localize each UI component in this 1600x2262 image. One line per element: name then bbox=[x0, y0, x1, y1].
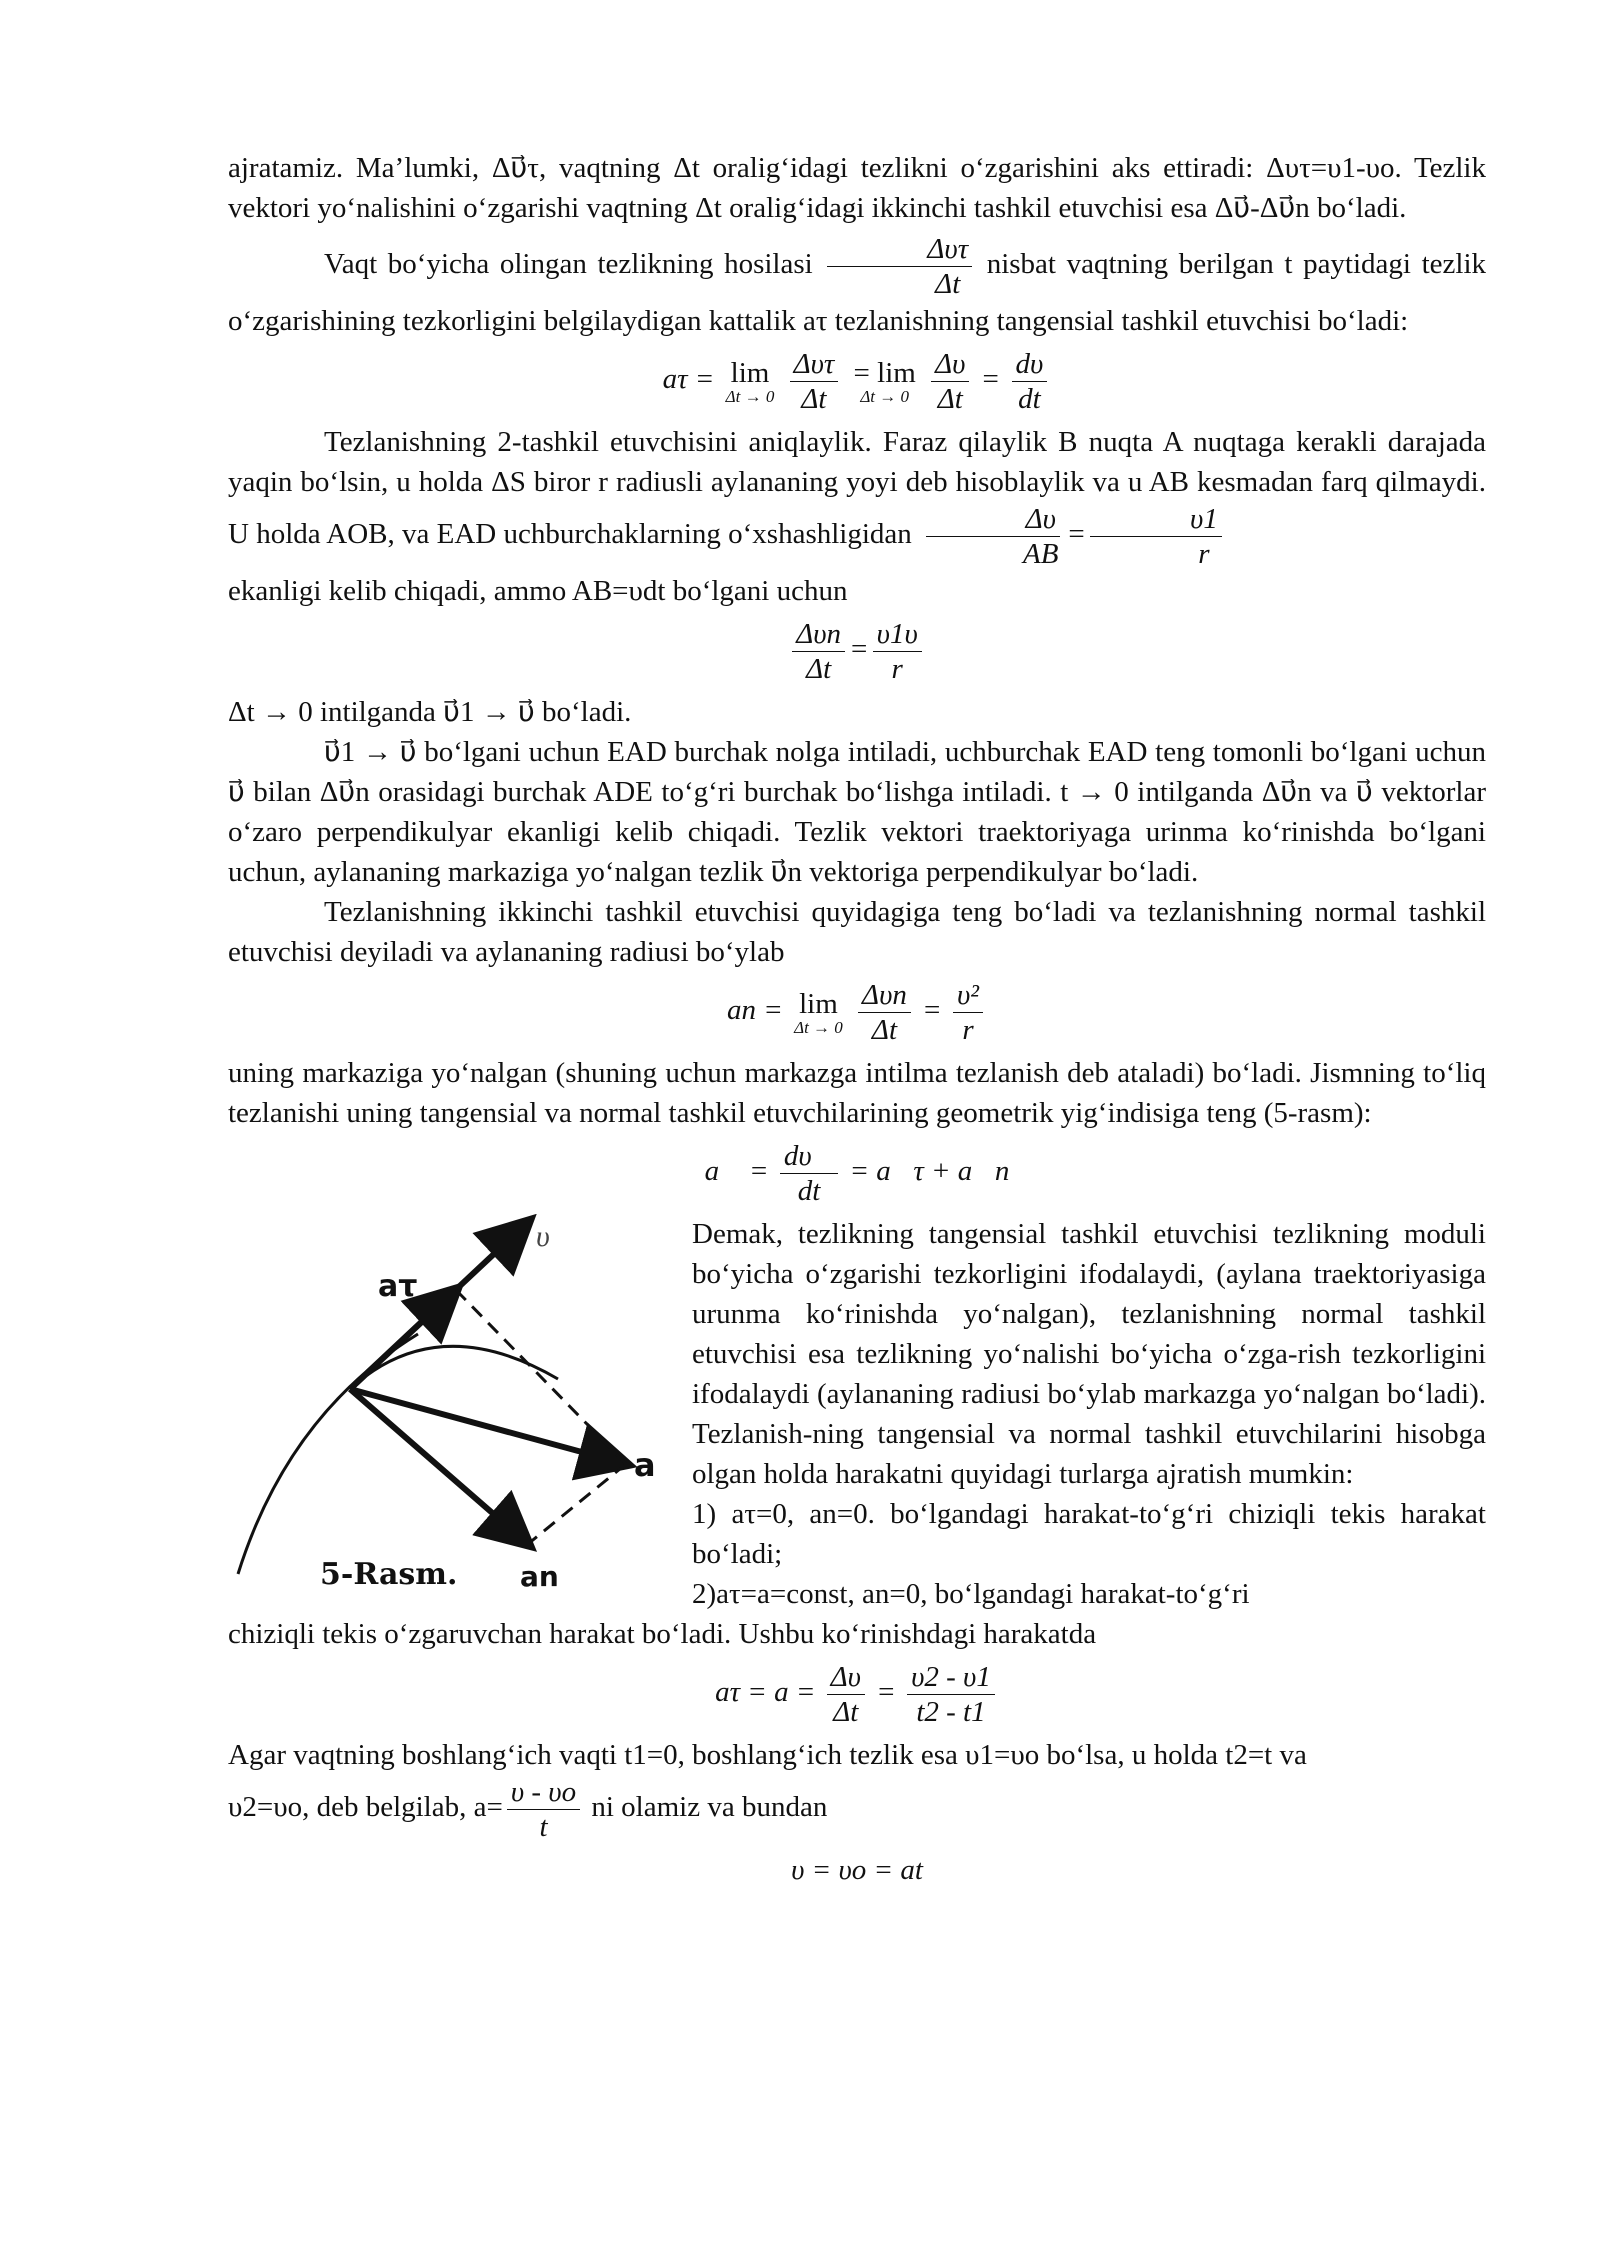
limit bbox=[854, 358, 916, 406]
fraction-numerator: υ2 - υ1 bbox=[907, 1660, 995, 1695]
equation-final: υ = υo = at bbox=[791, 1854, 923, 1886]
eq-rhs: = a⃗τ + a⃗n bbox=[849, 1155, 1010, 1188]
equation-a-n bbox=[228, 978, 1486, 1047]
equals-sign: = bbox=[980, 363, 1001, 396]
fraction-denominator: AB bbox=[1023, 538, 1059, 570]
fraction-denominator: Δt bbox=[937, 383, 963, 415]
document-page bbox=[228, 148, 1486, 1896]
figure-side-text bbox=[692, 1214, 1486, 1614]
paragraph-2 bbox=[228, 232, 1486, 341]
equals-sign: = bbox=[876, 1676, 896, 1709]
eq-lhs: aτ = bbox=[662, 363, 715, 396]
fraction-denominator: dt bbox=[1018, 383, 1041, 415]
paragraph-6: Tezlanishning ikkinchi tashkil etuvchisi quyidagiga teng bo‘ladi va tezlanishning normal tashkil etuvchisi deyiladi va aylananing radiusi bo‘ylab bbox=[228, 896, 1486, 968]
fraction bbox=[1090, 502, 1222, 571]
paragraph-3-start: Tezlanishning 2-tashkil etuvchisini aniqlaylik. Faraz qilaylik B nuqta A nuqtaga kerakli darajada yaqin bo‘lsin, u holda ΔS biror r radiusli aylananing yoyi deb hisoblaylik va u AB kesmadan farq qilmaydi. U holda AOB, va EAD uchburchaklarning o‘xshashligidan bbox=[228, 426, 1486, 551]
equation-ratio bbox=[919, 503, 1226, 570]
paragraph-3-continued: ekanligi kelib chiqadi, ammo AB=υdt bo‘lgani uchun bbox=[228, 575, 848, 607]
paragraph-1: ajratamiz. Ma’lumki, Δυ⃗τ, vaqtning Δt oralig‘idagi tezlikni o‘zgarishini aks ettiradi: Δυτ=υ1-υo. Tezlik vektori yo‘nalishini o‘zgarishi vaqtning Δt oralig‘idagi ikkinchi tashkil etuvchisi esa Δυ⃗-Δυ⃗n bo‘ladi. bbox=[228, 152, 1486, 224]
fraction-denominator: Δt bbox=[801, 383, 827, 415]
equals-sign: = bbox=[849, 633, 869, 666]
fraction bbox=[907, 1660, 995, 1729]
equals-sign: = bbox=[1066, 518, 1087, 551]
equation-dvn bbox=[228, 617, 1486, 686]
fraction bbox=[792, 617, 845, 686]
limit-sub: Δt → 0 bbox=[725, 386, 775, 406]
fraction-numerator: Δυ bbox=[827, 1660, 865, 1695]
equation-a-tau-const bbox=[228, 1660, 1486, 1729]
fraction bbox=[953, 978, 983, 1047]
fraction bbox=[923, 502, 1062, 571]
figure-row bbox=[228, 1214, 1486, 1614]
dashed-line bbox=[528, 1464, 626, 1544]
fraction bbox=[790, 347, 839, 416]
a-n-label: an bbox=[520, 1560, 559, 1593]
acceleration-diagram bbox=[228, 1214, 692, 1598]
limit-word: lim bbox=[799, 987, 838, 1020]
fraction-numerator: dυ bbox=[1012, 347, 1048, 382]
fraction-numerator: Δυ bbox=[926, 502, 1060, 537]
fraction-denominator: Δt bbox=[871, 1014, 897, 1046]
fraction bbox=[827, 1660, 865, 1729]
fraction-denominator: r bbox=[891, 653, 903, 685]
fraction-denominator: t bbox=[539, 1811, 548, 1843]
fraction-denominator: dt bbox=[797, 1175, 821, 1207]
limit-word: lim bbox=[730, 356, 770, 389]
a-label: a bbox=[634, 1446, 656, 1484]
limit-sub: Δt → 0 bbox=[794, 1017, 843, 1037]
fraction-numerator: υ² bbox=[953, 978, 983, 1013]
fraction-numerator: Δυn bbox=[792, 617, 845, 652]
eq-lhs: a⃗ = bbox=[704, 1155, 769, 1188]
paragraph-2-start: Vaqt bo‘yicha olingan tezlikning hosilasi bbox=[324, 248, 813, 281]
paragraph-9: 1) aτ=0, an=0. bo‘lgandagi harakat-to‘g‘ri chiziqli tekis harakat bo‘ladi; bbox=[692, 1498, 1486, 1570]
limit-word: = lim bbox=[853, 356, 916, 389]
fraction-a-def bbox=[507, 1775, 580, 1844]
paragraph-2-end: nisbat vaqtning berilgan t paytidagi tezlik o‘zgarishining tezkorligini belgilaydigan kattalik aτ tezlanishning tangensial tashkil etuvchisi bo‘ladi: bbox=[228, 248, 1487, 337]
velocity-label: υ⃗ bbox=[536, 1220, 574, 1253]
paragraph-11-mid: υ2=υo, deb belgilab, a= bbox=[228, 1791, 503, 1824]
paragraph-10-start: 2)aτ=a=const, an=0, bo‘lgandagi harakat-to‘g‘ri bbox=[692, 1578, 1250, 1610]
figure-caption: 5-Rasm. bbox=[320, 1557, 458, 1592]
fraction bbox=[780, 1139, 838, 1208]
eq-lhs: an = bbox=[727, 994, 783, 1027]
fraction-dv-tau-dt bbox=[827, 232, 972, 301]
paragraph-10-end: chiziqli tekis o‘zgaruvchan harakat bo‘ladi. Ushbu ko‘rinishdagi harakatda bbox=[228, 1618, 1097, 1650]
fraction-numerator: dυ⃗ bbox=[780, 1139, 838, 1174]
fraction-numerator: Δυ bbox=[931, 347, 969, 382]
fraction-numerator: υ1 bbox=[1090, 502, 1222, 537]
equation-a-vector bbox=[228, 1139, 1486, 1208]
fraction-numerator: Δυτ bbox=[790, 347, 839, 382]
paragraph-7: uning markaziga yo‘nalgan (shuning uchun markazga intilma tezlanish deb ataladi) bo‘ladi. Jismning to‘liq tezlanishi uning tangensial va normal tashkil etuvchilarining geometrik yig‘indisiga teng (5-rasm): bbox=[228, 1057, 1486, 1129]
fraction-numerator: Δυτ bbox=[827, 232, 972, 267]
fraction-numerator: υ - υo bbox=[507, 1775, 580, 1810]
paragraph-11: Agar vaqtning boshlang‘ich vaqti t1=0, boshlang‘ich tezlik esa υ1=υo bo‘lsa, u holda t2=t va bbox=[228, 1739, 1307, 1771]
paragraph-4: Δt → 0 intilganda υ⃗1 → υ⃗ bo‘ladi. bbox=[228, 696, 632, 728]
paragraph-8: Demak, tezlikning tangensial tashkil etuvchisi tezlikning moduli bo‘yicha o‘zgarishi tezkorligini ifodalaydi, (aylana traektoriyasiga urunma ko‘rinishda yo‘nalgan), tezlanishning normal tashkil etuvchisi esa tezlikning yo‘nalishi bo‘yicha o‘zga-rish tezkorligini ifodalaydi (aylananing radiusi bo‘ylab markazga yo‘nalgan bo‘ladi). Tezlanish-ning tangensial va normal tashkil etuvchilarini hisobga olgan holda harakatni quyidagi turlarga ajratish mumkin: bbox=[692, 1218, 1486, 1490]
fraction bbox=[873, 617, 922, 686]
limit bbox=[794, 989, 843, 1037]
equals-sign: = bbox=[922, 994, 942, 1027]
fraction bbox=[858, 978, 911, 1047]
paragraph-11-continued bbox=[228, 1775, 1486, 1844]
fraction-denominator: Δt bbox=[935, 268, 961, 300]
figure-5 bbox=[228, 1214, 692, 1598]
fraction-denominator: Δt bbox=[806, 653, 832, 685]
paragraph-3 bbox=[228, 422, 1486, 571]
a-tau-vector bbox=[350, 1290, 456, 1389]
circle-arc bbox=[350, 1346, 558, 1389]
fraction bbox=[931, 347, 969, 416]
paragraph-11-end: ni olamiz va bundan bbox=[591, 1791, 828, 1824]
fraction-numerator: υ1υ bbox=[873, 617, 922, 652]
limit-sub: Δt → 0 bbox=[860, 386, 910, 406]
a-tau-label: aτ bbox=[378, 1269, 418, 1304]
eq-lhs: aτ = a = bbox=[715, 1676, 816, 1709]
fraction bbox=[1012, 347, 1048, 416]
trajectory-arc bbox=[238, 1334, 418, 1574]
equation-a-tau bbox=[228, 347, 1486, 416]
fraction-numerator: Δυn bbox=[858, 978, 911, 1013]
fraction-denominator: r bbox=[962, 1014, 974, 1046]
limit bbox=[726, 358, 775, 406]
paragraph-5: υ⃗1 → υ⃗ bo‘lgani uchun EAD burchak nolga intiladi, uchburchak EAD teng tomonli bo‘lgani uchun υ⃗ bilan Δυ⃗n orasidagi burchak ADE to‘g‘ri burchak bo‘lishga intiladi. t → 0 intilganda Δυ⃗n va υ⃗ vektorlar o‘zaro perpendikulyar ekanligi kelib chiqadi. Tezlik vektori traektoriyaga urinma ko‘rinishda bo‘lgani uchun, aylananing markaziga yo‘nalgan tezlik υ⃗n vektoriga perpendikulyar bo‘ladi. bbox=[228, 736, 1486, 888]
fraction-denominator: r bbox=[1198, 538, 1210, 570]
fraction-denominator: t2 - t1 bbox=[916, 1696, 986, 1728]
fraction-denominator: Δt bbox=[833, 1696, 859, 1728]
